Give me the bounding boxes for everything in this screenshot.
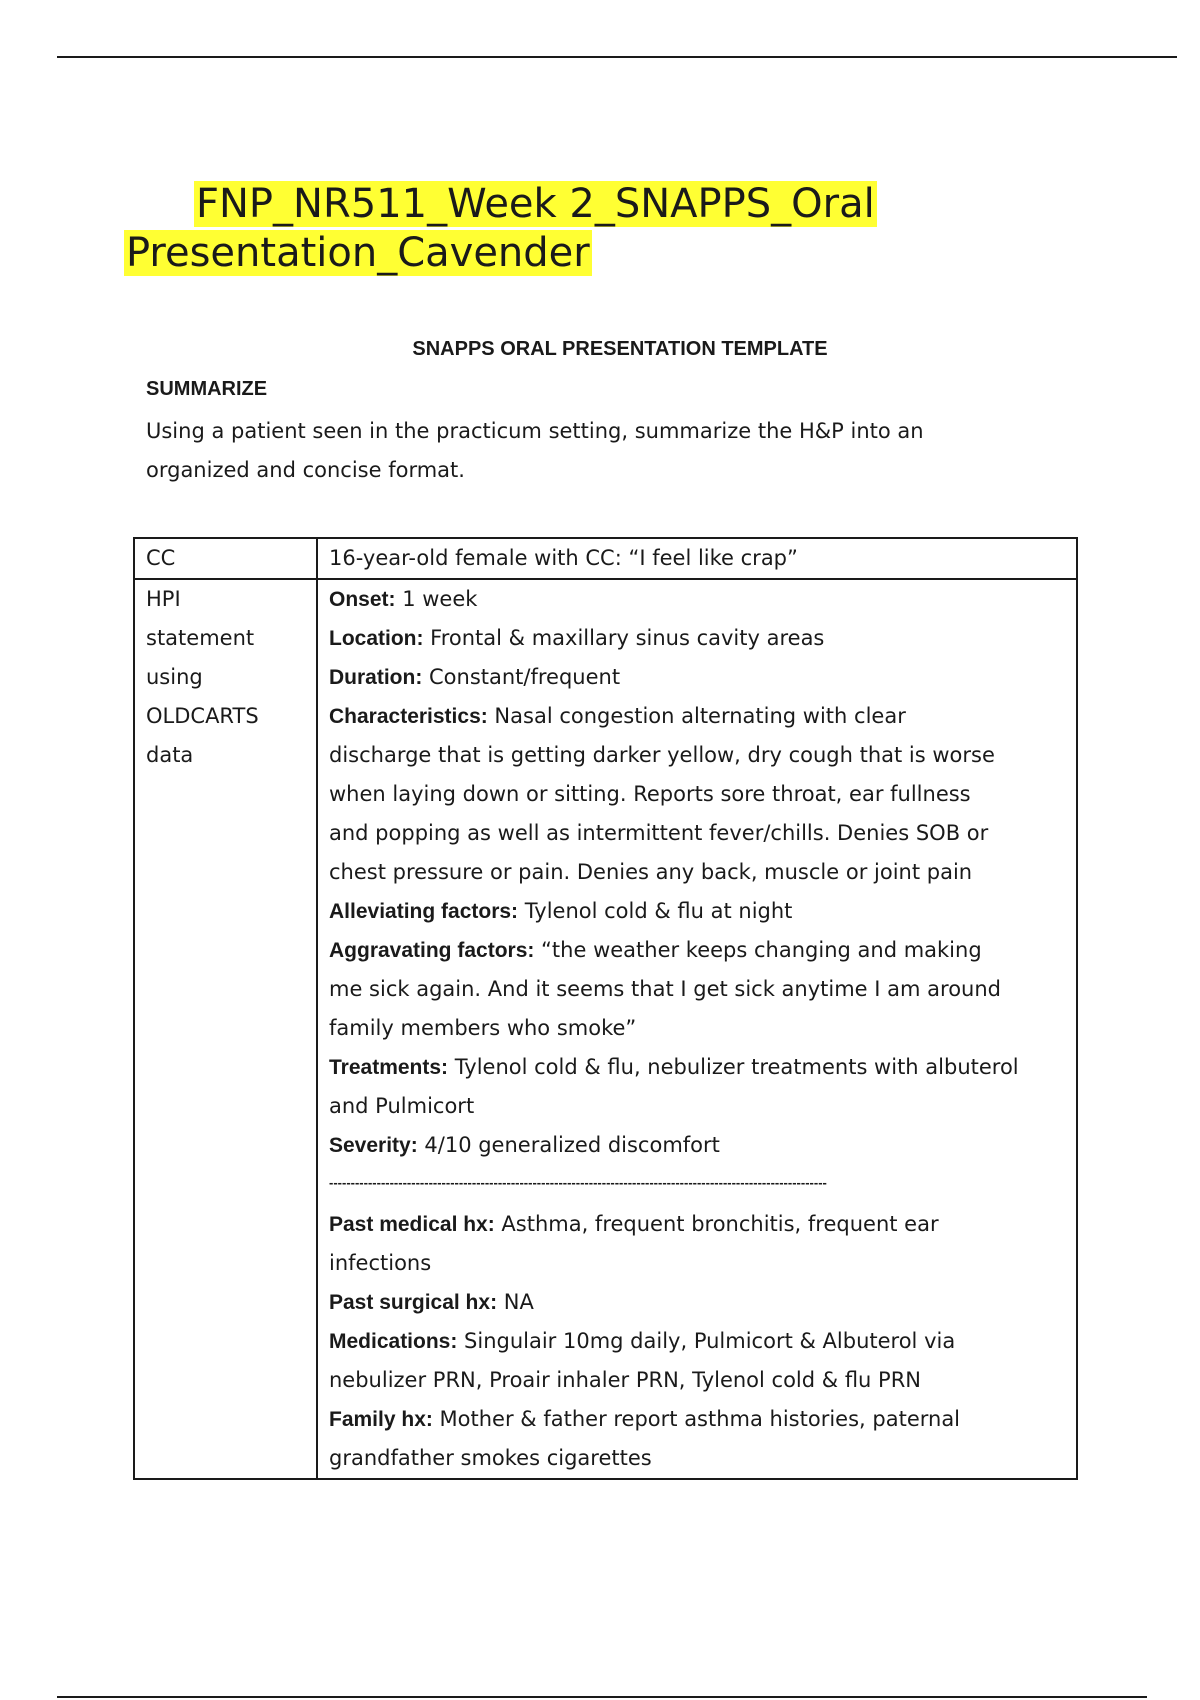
instructions-line-1: Using a patient seen in the practicum setting, summarize the H&P into an <box>146 419 924 443</box>
characteristics-text: discharge that is getting darker yellow, dry cough that is worse <box>329 743 995 767</box>
family-text: Mother & father report asthma histories, paternal <box>432 1407 961 1431</box>
alleviating-line <box>329 892 1066 931</box>
bottom-rule <box>57 1696 1147 1698</box>
hpi-label-line: HPI <box>146 587 181 611</box>
pmh-text: Asthma, frequent bronchitis, frequent ear <box>494 1212 939 1236</box>
location-key: Location: <box>329 627 424 650</box>
hpi-label-line: using <box>146 665 203 689</box>
onset-value: 1 week <box>395 587 478 611</box>
meds-line <box>329 1322 1066 1361</box>
instructions-line-2: organized and concise format. <box>146 458 465 482</box>
template-title: SNAPPS ORAL PRESENTATION TEMPLATE <box>412 338 828 360</box>
aggravating-text: me sick again. And it seems that I get sick anytime I am around <box>329 977 1001 1001</box>
alleviating-value: Tylenol cold & flu at night <box>518 899 793 923</box>
hpi-label <box>134 579 317 1479</box>
psh-key: Past surgical hx: <box>329 1291 498 1314</box>
characteristics-text: Nasal congestion alternating with clear <box>487 704 906 728</box>
aggravating-text: “the weather keeps changing and making <box>534 938 982 962</box>
table-row-cc <box>134 538 1077 579</box>
aggravating-key: Aggravating factors: <box>329 939 535 962</box>
location-value: Frontal & maxillary sinus cavity areas <box>423 626 825 650</box>
hpi-label-line: statement <box>146 626 255 650</box>
treatments-text: and Pulmicort <box>329 1094 475 1118</box>
document-title <box>124 180 1024 278</box>
treatments-key: Treatments: <box>329 1056 449 1079</box>
severity-value: 4/10 generalized discomfort <box>417 1133 720 1157</box>
separator-dashes: ------------------------------------------------------------------------------------------------------------------- <box>329 1175 827 1190</box>
hpi-label-line: OLDCARTS <box>146 704 259 728</box>
characteristics-text: and popping as well as intermittent fever/chills. Denies SOB or <box>329 821 989 845</box>
severity-line <box>329 1126 1066 1165</box>
meds-text: Singulair 10mg daily, Pulmicort & Albuterol via <box>457 1329 956 1353</box>
aggravating-text: family members who smoke” <box>329 1016 637 1040</box>
meds-text: nebulizer PRN, Proair inhaler PRN, Tylenol cold & flu PRN <box>329 1368 921 1392</box>
psh-line <box>329 1283 1066 1322</box>
pmh-text: infections <box>329 1251 432 1275</box>
title-line-1: FNP_NR511_Week 2_SNAPPS_Oral <box>196 181 875 227</box>
separator-line <box>329 1165 1066 1205</box>
hp-table <box>133 537 1078 1480</box>
characteristics-line <box>329 697 1066 736</box>
hpi-label-line: data <box>146 743 194 767</box>
onset-key: Onset: <box>329 588 396 611</box>
section-heading-summarize: SUMMARIZE <box>146 378 268 400</box>
alleviating-key: Alleviating factors: <box>329 900 519 923</box>
top-rule <box>57 56 1177 58</box>
treatments-text: Tylenol cold & flu, nebulizer treatments with albuterol <box>448 1055 1019 1079</box>
hpi-value <box>317 579 1077 1479</box>
characteristics-text: chest pressure or pain. Denies any back, muscle or joint pain <box>329 860 973 884</box>
meds-key: Medications: <box>329 1330 458 1353</box>
onset-line <box>329 580 1066 619</box>
duration-key: Duration: <box>329 666 423 689</box>
family-text: grandfather smokes cigarettes <box>329 1446 652 1470</box>
treatments-line <box>329 1048 1066 1087</box>
severity-key: Severity: <box>329 1134 418 1157</box>
instructions <box>146 412 1006 490</box>
characteristics-key: Characteristics: <box>329 705 488 728</box>
family-line <box>329 1400 1066 1439</box>
psh-value: NA <box>497 1290 534 1314</box>
characteristics-text: when laying down or sitting. Reports sore throat, ear fullness <box>329 782 971 806</box>
cc-label: CC <box>134 538 317 579</box>
duration-value: Constant/frequent <box>422 665 621 689</box>
family-key: Family hx: <box>329 1408 433 1431</box>
aggravating-line <box>329 931 1066 970</box>
pmh-line <box>329 1205 1066 1244</box>
location-line <box>329 619 1066 658</box>
title-line-2: Presentation_Cavender <box>126 230 590 276</box>
cc-value: 16-year-old female with CC: “I feel like crap” <box>317 538 1077 579</box>
duration-line <box>329 658 1066 697</box>
table-row-hpi <box>134 579 1077 1479</box>
pmh-key: Past medical hx: <box>329 1213 495 1236</box>
